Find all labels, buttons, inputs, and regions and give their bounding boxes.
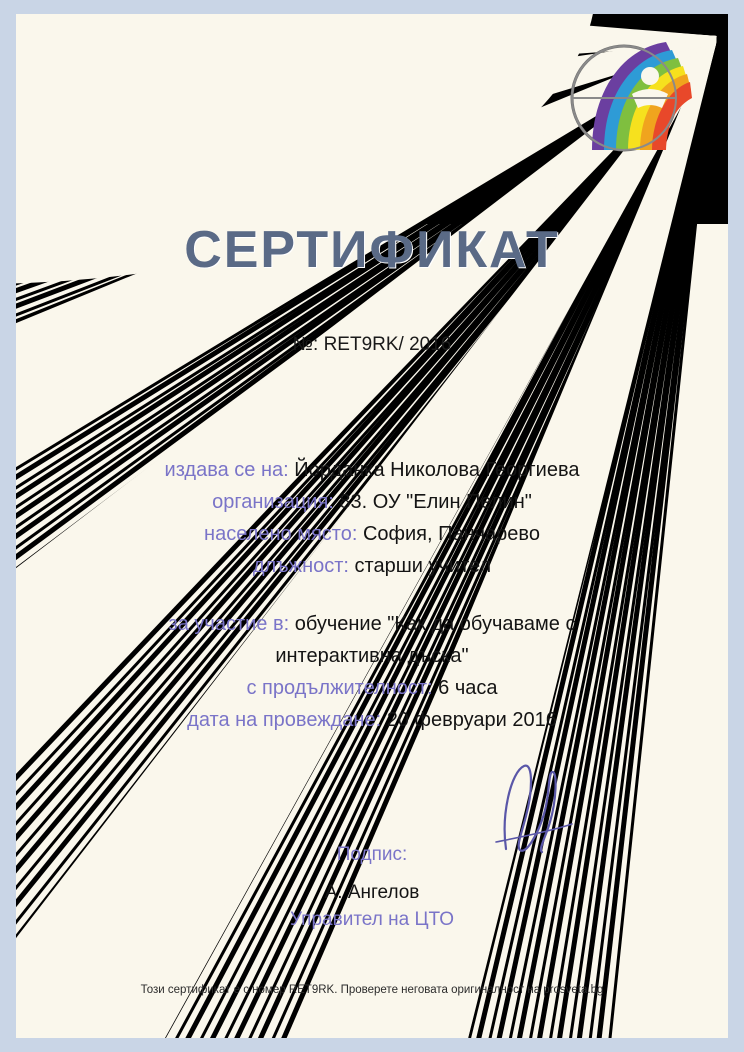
footer-note: Този сертификат е с номер RET9RK. Проверете неговата оригиналност на prosveta.bg — [140, 984, 604, 996]
field-value: 6 часа — [438, 677, 498, 699]
field-value: Йорданка Николова Георгиева — [294, 459, 580, 481]
field-row — [16, 672, 728, 704]
field-value: обучение "Как да обучаваме с — [294, 613, 576, 635]
certificate-content — [16, 14, 728, 1038]
field-row — [16, 518, 728, 550]
page-title: СЕРТИФИКАТ — [184, 221, 560, 279]
field-label: дата на провеждане: — [187, 709, 382, 731]
field-label: за участие в: — [168, 613, 290, 635]
field-label: организация: — [212, 491, 334, 513]
field-label: с продължителност: — [246, 677, 433, 699]
field-value: 20 февруари 2016 — [386, 709, 557, 731]
field-label: длъжност: — [252, 555, 349, 577]
field-value: 83. ОУ "Елин Пелин" — [339, 491, 532, 513]
field-row — [16, 608, 728, 640]
certificate-body — [16, 14, 728, 1038]
certificate-number: №: RET9RK/ 2016 — [292, 334, 452, 355]
signature-label: Подпис: — [336, 844, 408, 865]
field-label: населено място: — [204, 523, 358, 545]
field-row — [16, 454, 728, 486]
spacer — [16, 582, 728, 608]
certificate-fields — [16, 454, 728, 736]
field-row — [16, 704, 728, 736]
field-value: интерактивна дъска" — [275, 645, 469, 667]
field-row — [16, 640, 728, 672]
field-row — [16, 550, 728, 582]
field-value: София, Панчарево — [362, 523, 540, 545]
signer-name: А. Ангелов — [324, 882, 420, 903]
field-label: издава се на: — [164, 459, 289, 481]
field-row — [16, 486, 728, 518]
field-value: старши учител — [354, 555, 492, 577]
signer-role: Управител на ЦТО — [289, 909, 455, 930]
